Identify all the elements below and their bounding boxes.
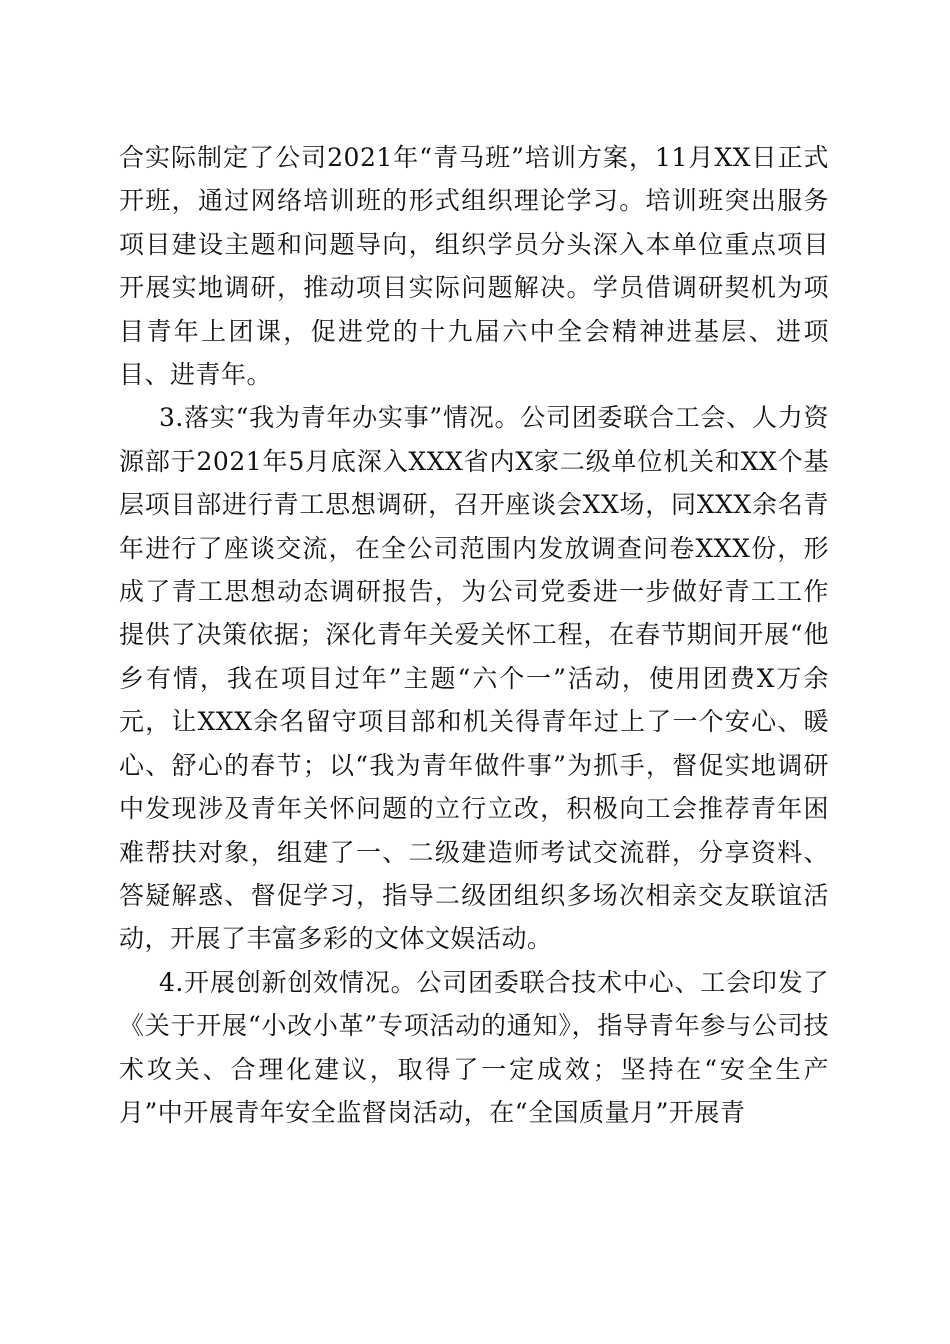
document-body xyxy=(119,136,829,1134)
paragraph-section-4: 4.开展创新创效情况。公司团委联合技术中心、工会印发了《关于开展“小改小革”专项活动的通知》，指导青年参与公司技术攻关、合理化建议，取得了一定成效；坚持在“安全生产月”中开展青年安全监督岗活动，在“全国质量月”开展青 xyxy=(119,967,829,1127)
paragraph-continuation: 合实际制定了公司2021年“青马班”培训方案，11月XX日正式开班，通过网络培训班的形式组织理论学习。培训班突出服务项目建设主题和问题导向，组织学员分头深入本单位重点项目开展实地调研，推动项目实际问题解决。学员借调研契机为项目青年上团课，促进党的十九届六中全会精神进基层、进项目、进青年。 xyxy=(119,143,829,390)
paragraph-section-3: 3.落实“我为青年办实事”情况。公司团委联合工会、人力资源部于2021年5月底深入XXX省内X家二级单位机关和XX个基层项目部进行青工思想调研，召开座谈会XX场，同XXX余名青年进行了座谈交流，在全公司范围内发放调查问卷XXX份，形成了青工思想动态调研报告，为公司党委进一步做好青工工作提供了决策依据；深化青年关爱关怀工程，在春节期间开展“他乡有情，我在项目过年”主题“六个一”活动，使用团费X万余元，让XXX余名留守项目部和机关得青年过上了一个安心、暖心、舒心的春节；以“我为青年做件事”为抓手，督促实地调研中发现涉及青年关怀问题的立行立改，积极向工会推荐青年困难帮扶对象，组建了一、二级建造师考试交流群，分享资料、答疑解惑、督促学习，指导二级团组织多场次相亲交友联谊活动，开展了丰富多彩的文体文娱活动。 xyxy=(119,403,829,954)
